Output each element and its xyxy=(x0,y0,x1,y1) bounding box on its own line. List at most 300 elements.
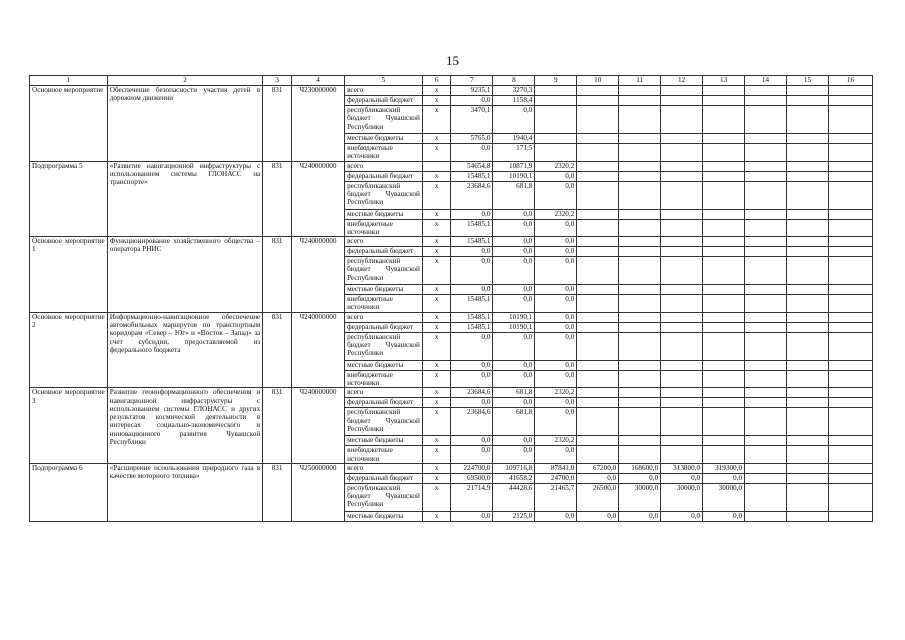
amount-cell: 681,8 xyxy=(493,388,535,398)
amount-cell xyxy=(703,408,745,436)
grbs-code: 831 xyxy=(263,86,292,162)
funding-source: местные бюджеты xyxy=(345,511,423,521)
amount-cell xyxy=(786,209,828,219)
header-cell: 1 xyxy=(30,76,108,86)
classification-code: Ч250000000 xyxy=(291,463,344,521)
amount-cell xyxy=(786,161,828,171)
amount-cell xyxy=(786,463,828,473)
x-marker xyxy=(422,161,451,171)
amount-cell: 23684,6 xyxy=(451,181,493,209)
x-marker: x xyxy=(422,171,451,181)
section-name: Основное мероприятие 2 xyxy=(30,312,108,388)
header-cell: 13 xyxy=(703,76,745,86)
funding-source: федеральный бюджет xyxy=(345,322,423,332)
amount-cell: 15485,1 xyxy=(451,322,493,332)
amount-cell xyxy=(786,134,828,144)
amount-cell xyxy=(828,161,872,171)
amount-cell xyxy=(786,408,828,436)
amount-cell xyxy=(619,219,661,237)
amount-cell xyxy=(786,398,828,408)
header-row xyxy=(30,76,873,86)
amount-cell xyxy=(745,96,787,106)
amount-cell xyxy=(661,322,703,332)
header-cell: 7 xyxy=(451,76,493,86)
amount-cell: 30000,0 xyxy=(661,483,703,511)
amount-cell xyxy=(661,144,703,162)
amount-cell xyxy=(703,360,745,370)
section-name: Основное мероприятие xyxy=(30,86,108,162)
amount-cell: 0,0 xyxy=(493,257,535,285)
funding-source: внебюджетные источники xyxy=(345,446,423,464)
amount-cell: 0,0 xyxy=(535,446,577,464)
amount-cell xyxy=(745,408,787,436)
amount-cell: 0,0 xyxy=(535,370,577,388)
funding-source: местные бюджеты xyxy=(345,360,423,370)
amount-cell xyxy=(745,134,787,144)
amount-cell: 319300,0 xyxy=(703,463,745,473)
amount-cell xyxy=(703,312,745,322)
amount-cell: 24700,0 xyxy=(535,473,577,483)
amount-cell xyxy=(745,219,787,237)
grbs-code: 831 xyxy=(263,161,292,237)
header-cell: 11 xyxy=(619,76,661,86)
amount-cell xyxy=(535,86,577,96)
amount-cell xyxy=(745,360,787,370)
amount-cell: 23684,6 xyxy=(451,408,493,436)
amount-cell: 2320,2 xyxy=(535,161,577,171)
amount-cell xyxy=(786,312,828,322)
x-marker: x xyxy=(422,285,451,295)
header-cell: 16 xyxy=(828,76,872,86)
x-marker: x xyxy=(422,511,451,521)
amount-cell: 0,0 xyxy=(577,473,619,483)
amount-cell xyxy=(619,144,661,162)
amount-cell xyxy=(786,332,828,360)
amount-cell xyxy=(828,511,872,521)
amount-cell xyxy=(577,408,619,436)
amount-cell xyxy=(703,237,745,247)
amount-cell xyxy=(703,388,745,398)
x-marker: x xyxy=(422,360,451,370)
table-row xyxy=(30,312,873,322)
amount-cell: 9235,1 xyxy=(451,86,493,96)
amount-cell xyxy=(577,285,619,295)
amount-cell xyxy=(703,322,745,332)
amount-cell xyxy=(577,219,619,237)
amount-cell xyxy=(786,144,828,162)
amount-cell xyxy=(619,209,661,219)
amount-cell xyxy=(745,332,787,360)
amount-cell xyxy=(577,322,619,332)
amount-cell xyxy=(828,398,872,408)
header-cell: 4 xyxy=(291,76,344,86)
amount-cell xyxy=(786,106,828,134)
amount-cell xyxy=(828,171,872,181)
header-cell: 15 xyxy=(786,76,828,86)
amount-cell xyxy=(745,463,787,473)
x-marker: x xyxy=(422,473,451,483)
amount-cell xyxy=(661,161,703,171)
amount-cell: 87841,0 xyxy=(535,463,577,473)
amount-cell xyxy=(745,388,787,398)
amount-cell: 0,0 xyxy=(451,247,493,257)
amount-cell xyxy=(619,436,661,446)
amount-cell: 0,0 xyxy=(493,398,535,408)
amount-cell: 0,0 xyxy=(451,370,493,388)
amount-cell xyxy=(703,161,745,171)
amount-cell xyxy=(619,96,661,106)
amount-cell xyxy=(619,106,661,134)
amount-cell xyxy=(786,247,828,257)
x-marker: x xyxy=(422,295,451,313)
x-marker: x xyxy=(422,219,451,237)
amount-cell xyxy=(661,370,703,388)
amount-cell xyxy=(703,295,745,313)
grbs-code: 831 xyxy=(263,312,292,388)
x-marker: x xyxy=(422,483,451,511)
amount-cell xyxy=(828,295,872,313)
section-title: «Расширение использования природного газа в качестве моторного топлива» xyxy=(107,463,263,521)
amount-cell xyxy=(745,511,787,521)
amount-cell xyxy=(661,408,703,436)
amount-cell xyxy=(577,96,619,106)
funding-source: федеральный бюджет xyxy=(345,96,423,106)
funding-source: внебюджетные источники xyxy=(345,219,423,237)
x-marker: x xyxy=(422,398,451,408)
amount-cell xyxy=(661,247,703,257)
amount-cell xyxy=(745,312,787,322)
amount-cell xyxy=(786,181,828,209)
amount-cell xyxy=(745,370,787,388)
amount-cell xyxy=(828,436,872,446)
amount-cell: 109716,8 xyxy=(493,463,535,473)
table-row xyxy=(30,161,873,171)
amount-cell xyxy=(745,247,787,257)
table-row xyxy=(30,237,873,247)
amount-cell xyxy=(786,285,828,295)
amount-cell xyxy=(745,322,787,332)
amount-cell: 15485,1 xyxy=(451,237,493,247)
amount-cell: 0,0 xyxy=(451,436,493,446)
amount-cell xyxy=(577,370,619,388)
amount-cell xyxy=(661,134,703,144)
amount-cell xyxy=(619,332,661,360)
amount-cell xyxy=(703,106,745,134)
amount-cell xyxy=(661,86,703,96)
header-cell: 3 xyxy=(263,76,292,86)
amount-cell xyxy=(786,511,828,521)
funding-source: местные бюджеты xyxy=(345,285,423,295)
amount-cell: 0,0 xyxy=(535,295,577,313)
amount-cell: 1158,4 xyxy=(493,96,535,106)
x-marker: x xyxy=(422,237,451,247)
amount-cell: 44428,6 xyxy=(493,483,535,511)
header-cell: 14 xyxy=(745,76,787,86)
amount-cell: 171,5 xyxy=(493,144,535,162)
amount-cell xyxy=(745,446,787,464)
amount-cell: 30000,0 xyxy=(703,483,745,511)
amount-cell xyxy=(786,295,828,313)
grbs-code: 831 xyxy=(263,237,292,313)
x-marker: x xyxy=(422,388,451,398)
amount-cell: 0,0 xyxy=(535,219,577,237)
amount-cell xyxy=(619,446,661,464)
funding-source: республиканский бюджет Чувашской Республики xyxy=(345,257,423,285)
amount-cell xyxy=(703,285,745,295)
amount-cell xyxy=(745,144,787,162)
amount-cell xyxy=(535,144,577,162)
amount-cell: 0,0 xyxy=(535,285,577,295)
classification-code: Ч240000000 xyxy=(291,237,344,313)
amount-cell xyxy=(828,209,872,219)
amount-cell xyxy=(661,96,703,106)
amount-cell xyxy=(745,106,787,134)
page-number: 15 xyxy=(446,53,459,68)
amount-cell xyxy=(828,388,872,398)
amount-cell xyxy=(577,388,619,398)
amount-cell xyxy=(786,219,828,237)
funding-source: внебюджетные источники xyxy=(345,144,423,162)
classification-code: Ч240000000 xyxy=(291,312,344,388)
amount-cell: 10190,1 xyxy=(493,171,535,181)
amount-cell xyxy=(828,322,872,332)
amount-cell: 0,0 xyxy=(451,398,493,408)
x-marker: x xyxy=(422,247,451,257)
amount-cell xyxy=(535,134,577,144)
amount-cell xyxy=(577,134,619,144)
amount-cell xyxy=(828,446,872,464)
amount-cell xyxy=(828,408,872,436)
amount-cell: 0,0 xyxy=(493,446,535,464)
amount-cell xyxy=(661,360,703,370)
section-title: Обеспечение безопасности участия детей в дорожном движении xyxy=(107,86,263,162)
amount-cell xyxy=(828,463,872,473)
amount-cell xyxy=(703,209,745,219)
amount-cell xyxy=(661,388,703,398)
amount-cell: 0,0 xyxy=(535,237,577,247)
amount-cell: 0,0 xyxy=(493,285,535,295)
amount-cell xyxy=(577,247,619,257)
amount-cell xyxy=(786,473,828,483)
amount-cell: 10871,9 xyxy=(493,161,535,171)
amount-cell xyxy=(619,408,661,436)
funding-source: федеральный бюджет xyxy=(345,473,423,483)
x-marker: x xyxy=(422,144,451,162)
amount-cell xyxy=(577,161,619,171)
amount-cell xyxy=(703,86,745,96)
header-cell: 6 xyxy=(422,76,451,86)
amount-cell: 41658,2 xyxy=(493,473,535,483)
amount-cell xyxy=(745,436,787,446)
amount-cell xyxy=(703,171,745,181)
amount-cell: 224700,0 xyxy=(451,463,493,473)
amount-cell xyxy=(703,144,745,162)
x-marker: x xyxy=(422,96,451,106)
amount-cell xyxy=(745,161,787,171)
amount-cell: 0,0 xyxy=(451,209,493,219)
header-cell: 10 xyxy=(577,76,619,86)
funding-source: внебюджетные источники xyxy=(345,295,423,313)
amount-cell xyxy=(828,247,872,257)
amount-cell: 54654,8 xyxy=(451,161,493,171)
amount-cell xyxy=(703,219,745,237)
amount-cell: 23684,6 xyxy=(451,388,493,398)
amount-cell xyxy=(745,209,787,219)
funding-source: республиканский бюджет Чувашской Республики xyxy=(345,106,423,134)
amount-cell: 313800,0 xyxy=(661,463,703,473)
funding-source: республиканский бюджет Чувашской Республики xyxy=(345,408,423,436)
x-marker: x xyxy=(422,446,451,464)
amount-cell xyxy=(786,171,828,181)
amount-cell xyxy=(619,257,661,285)
amount-cell xyxy=(828,106,872,134)
section-title: Функционирование хозяйственного общества – оператора РНИС xyxy=(107,237,263,313)
amount-cell xyxy=(577,181,619,209)
amount-cell: 0,0 xyxy=(535,322,577,332)
amount-cell xyxy=(661,181,703,209)
section-name: Основное мероприятие 1 xyxy=(30,237,108,313)
amount-cell xyxy=(619,398,661,408)
amount-cell xyxy=(828,370,872,388)
amount-cell: 15485,1 xyxy=(451,295,493,313)
amount-cell xyxy=(828,285,872,295)
amount-cell xyxy=(786,96,828,106)
funding-source: местные бюджеты xyxy=(345,209,423,219)
amount-cell: 10190,1 xyxy=(493,322,535,332)
amount-cell: 0,0 xyxy=(451,285,493,295)
amount-cell xyxy=(745,181,787,209)
amount-cell xyxy=(661,171,703,181)
x-marker: x xyxy=(422,257,451,285)
amount-cell xyxy=(828,237,872,247)
amount-cell xyxy=(745,171,787,181)
classification-code: Ч240000000 xyxy=(291,388,344,464)
amount-cell: 1940,4 xyxy=(493,134,535,144)
amount-cell: 0,0 xyxy=(535,181,577,209)
amount-cell xyxy=(703,398,745,408)
amount-cell: 0,0 xyxy=(451,446,493,464)
amount-cell xyxy=(619,86,661,96)
amount-cell xyxy=(577,257,619,285)
amount-cell: 0,0 xyxy=(535,511,577,521)
section-name: Подпрограмма 5 xyxy=(30,161,108,237)
amount-cell xyxy=(619,312,661,322)
amount-cell: 0,0 xyxy=(535,332,577,360)
funding-source: республиканский бюджет Чувашской Республики xyxy=(345,483,423,511)
x-marker: x xyxy=(422,370,451,388)
amount-cell: 30000,0 xyxy=(619,483,661,511)
amount-cell xyxy=(828,332,872,360)
amount-cell: 15485,1 xyxy=(451,171,493,181)
x-marker: x xyxy=(422,86,451,96)
amount-cell xyxy=(619,360,661,370)
amount-cell xyxy=(661,209,703,219)
header-cell: 8 xyxy=(493,76,535,86)
x-marker: x xyxy=(422,106,451,134)
amount-cell: 26500,0 xyxy=(577,483,619,511)
amount-cell xyxy=(786,322,828,332)
table-row xyxy=(30,463,873,473)
section-title: Информационно-навигационное обеспечение автомобильных маршрутов по транспортным коридорам «Север – Юг» и «Восток – Запад» за счет субсидии, предоставляемой из федерального бюджета xyxy=(107,312,263,388)
amount-cell xyxy=(661,446,703,464)
amount-cell: 0,0 xyxy=(661,473,703,483)
amount-cell: 0,0 xyxy=(535,360,577,370)
amount-cell xyxy=(745,86,787,96)
amount-cell xyxy=(745,285,787,295)
amount-cell xyxy=(828,312,872,322)
amount-cell xyxy=(619,295,661,313)
amount-cell xyxy=(703,436,745,446)
amount-cell xyxy=(661,257,703,285)
amount-cell xyxy=(786,86,828,96)
amount-cell: 168600,0 xyxy=(619,463,661,473)
amount-cell xyxy=(745,257,787,285)
table-row xyxy=(30,388,873,398)
amount-cell: 2320,2 xyxy=(535,209,577,219)
funding-source: федеральный бюджет xyxy=(345,398,423,408)
amount-cell: 0,0 xyxy=(451,360,493,370)
section-title: Развитие геоинформационного обеспечения и навигационной инфраструктуры с использованием системы ГЛОНАСС и других результатов космической деятельности в интересах социально-экономического и инновационного развития Чувашской Республики xyxy=(107,388,263,464)
section-name: Основное мероприятие 3 xyxy=(30,388,108,464)
amount-cell: 5765,0 xyxy=(451,134,493,144)
amount-cell: 0,0 xyxy=(493,237,535,247)
header-cell: 2 xyxy=(107,76,263,86)
amount-cell xyxy=(661,285,703,295)
amount-cell xyxy=(577,237,619,247)
amount-cell: 67200,0 xyxy=(577,463,619,473)
x-marker: x xyxy=(422,134,451,144)
amount-cell: 681,8 xyxy=(493,181,535,209)
amount-cell xyxy=(703,134,745,144)
funding-source: местные бюджеты xyxy=(345,134,423,144)
amount-cell: 681,8 xyxy=(493,408,535,436)
amount-cell xyxy=(661,436,703,446)
amount-cell xyxy=(703,446,745,464)
amount-cell xyxy=(577,144,619,162)
amount-cell: 21465,7 xyxy=(535,483,577,511)
amount-cell: 21714,9 xyxy=(451,483,493,511)
header-cell: 5 xyxy=(345,76,423,86)
x-marker: x xyxy=(422,322,451,332)
amount-cell xyxy=(703,257,745,285)
header-cell: 12 xyxy=(661,76,703,86)
amount-cell: 0,0 xyxy=(493,209,535,219)
amount-cell xyxy=(577,209,619,219)
amount-cell: 0,0 xyxy=(451,144,493,162)
amount-cell xyxy=(619,285,661,295)
funding-source: республиканский бюджет Чувашской Республики xyxy=(345,332,423,360)
amount-cell xyxy=(577,398,619,408)
amount-cell xyxy=(828,483,872,511)
amount-cell: 0,0 xyxy=(661,511,703,521)
amount-cell xyxy=(577,106,619,134)
amount-cell xyxy=(786,436,828,446)
amount-cell: 2320,2 xyxy=(535,436,577,446)
amount-cell: 15485,1 xyxy=(451,312,493,322)
amount-cell xyxy=(828,144,872,162)
amount-cell xyxy=(577,312,619,322)
amount-cell xyxy=(661,312,703,322)
amount-cell: 15485,1 xyxy=(451,219,493,237)
x-marker: x xyxy=(422,408,451,436)
amount-cell xyxy=(619,134,661,144)
header-cell: 9 xyxy=(535,76,577,86)
amount-cell xyxy=(535,106,577,134)
section-name: Подпрограмма 6 xyxy=(30,463,108,521)
amount-cell xyxy=(703,181,745,209)
amount-cell: 0,0 xyxy=(493,436,535,446)
amount-cell xyxy=(619,161,661,171)
